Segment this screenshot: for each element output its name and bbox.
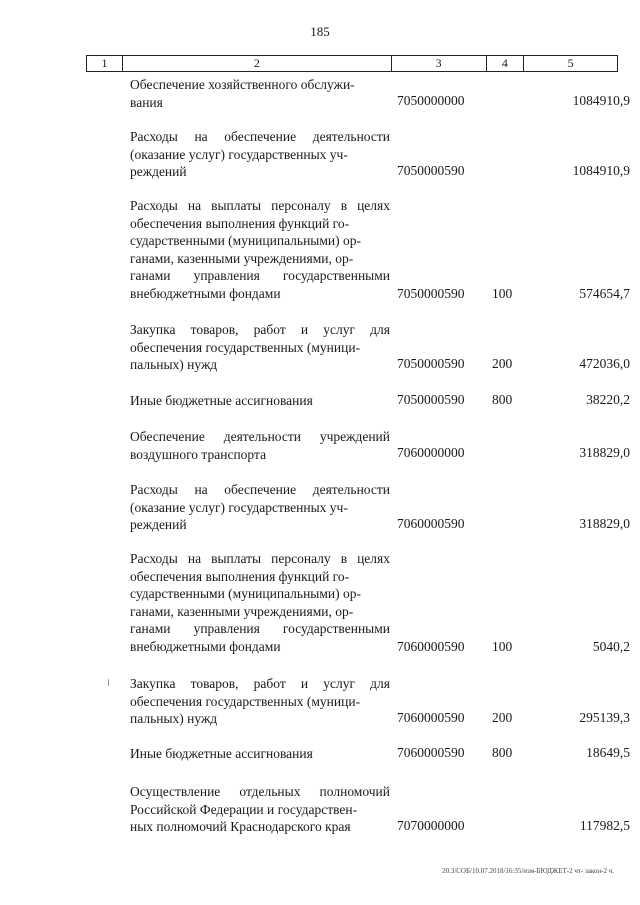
row-amount: 574654,7 (579, 286, 630, 301)
row-amount: 18649,5 (586, 745, 630, 760)
row-description: Расходы на обеспечение деятельности (оказание услуг) государственных уч- реждений (130, 129, 390, 179)
row-type: 200 (492, 356, 513, 371)
row-code: 7060000590 (397, 745, 465, 760)
footer-reference: 20.3/СОБ/10.07.2018/16:35/изм-БЮДЖЕТ-2 чт- закон-2 ч. (442, 867, 614, 875)
table-row (130, 481, 630, 535)
row-description: Обеспечение деятельности учреждений воздушного транспорта (130, 429, 390, 462)
table-row (130, 745, 630, 763)
row-code: 7050000590 (397, 163, 465, 178)
row-code: 7060000590 (397, 639, 465, 654)
row-type: 200 (492, 710, 513, 725)
table-row (130, 392, 630, 410)
row-code: 7050000590 (397, 356, 465, 371)
row-description: Обеспечение хозяйственного обслужи- вания (130, 77, 355, 110)
row-code: 7070000000 (397, 818, 465, 833)
table-row (130, 197, 630, 305)
row-description: Иные бюджетные ассигнования (130, 746, 313, 761)
row-description: Закупка товаров, работ и услуг для обеспечения государственных (муници- пальных) нужд (130, 676, 390, 726)
table-row (130, 783, 630, 837)
row-description: Расходы на обеспечение деятельности (оказание услуг) государственных уч- реждений (130, 482, 390, 532)
row-description: Осуществление отдельных полномочий Российской Федерации и государствен- ных полномочий Краснодарского края (130, 784, 390, 834)
row-amount: 318829,0 (579, 516, 630, 531)
header-col-5: 5 (567, 56, 574, 70)
row-description: Расходы на выплаты персоналу в целях обеспечения выполнения функций го- сударственными (муниципальными) ор- ганами, казенными учреждениями, ор- ганами управления государственными внебюджетными фондами (130, 551, 390, 654)
row-code: 7050000590 (397, 392, 465, 407)
row-amount: 318829,0 (579, 445, 630, 460)
header-col-3: 3 (392, 56, 487, 71)
table-row (130, 428, 630, 464)
row-code: 7060000590 (397, 516, 465, 531)
row-description: Закупка товаров, работ и услуг для обеспечения государственных (муници- пальных) нужд (130, 322, 390, 372)
table-row (130, 550, 630, 658)
header-col-4: 4 (487, 56, 525, 71)
row-code: 7060000590 (397, 710, 465, 725)
row-amount: 1084910,9 (572, 163, 630, 178)
table-row (130, 128, 630, 182)
margin-mark (108, 679, 109, 686)
page-number: 185 (310, 24, 330, 39)
row-type: 100 (492, 286, 513, 301)
row-amount: 1084910,9 (572, 93, 630, 108)
row-code: 7050000590 (397, 286, 465, 301)
table-header (86, 55, 618, 72)
table-row (130, 675, 630, 729)
row-code: 7050000000 (397, 93, 465, 108)
row-amount: 295139,3 (579, 710, 630, 725)
row-description: Иные бюджетные ассигнования (130, 393, 313, 408)
header-col-1: 1 (87, 56, 123, 71)
row-description: Расходы на выплаты персоналу в целях обеспечения выполнения функций го- сударственными (муниципальными) ор- ганами, казенными учреждениями, ор- ганами управления государственными внебюджетными фондами (130, 198, 390, 301)
row-type: 800 (492, 392, 513, 407)
row-type: 800 (492, 745, 513, 760)
table-row (130, 321, 630, 375)
header-col-2: 2 (123, 56, 392, 71)
table-row (130, 76, 630, 112)
row-amount: 5040,2 (592, 639, 630, 654)
row-amount: 472036,0 (579, 356, 630, 371)
row-amount: 38220,2 (586, 392, 630, 407)
row-type: 100 (492, 639, 513, 654)
row-code: 7060000000 (397, 445, 465, 460)
row-amount: 117982,5 (579, 818, 630, 833)
